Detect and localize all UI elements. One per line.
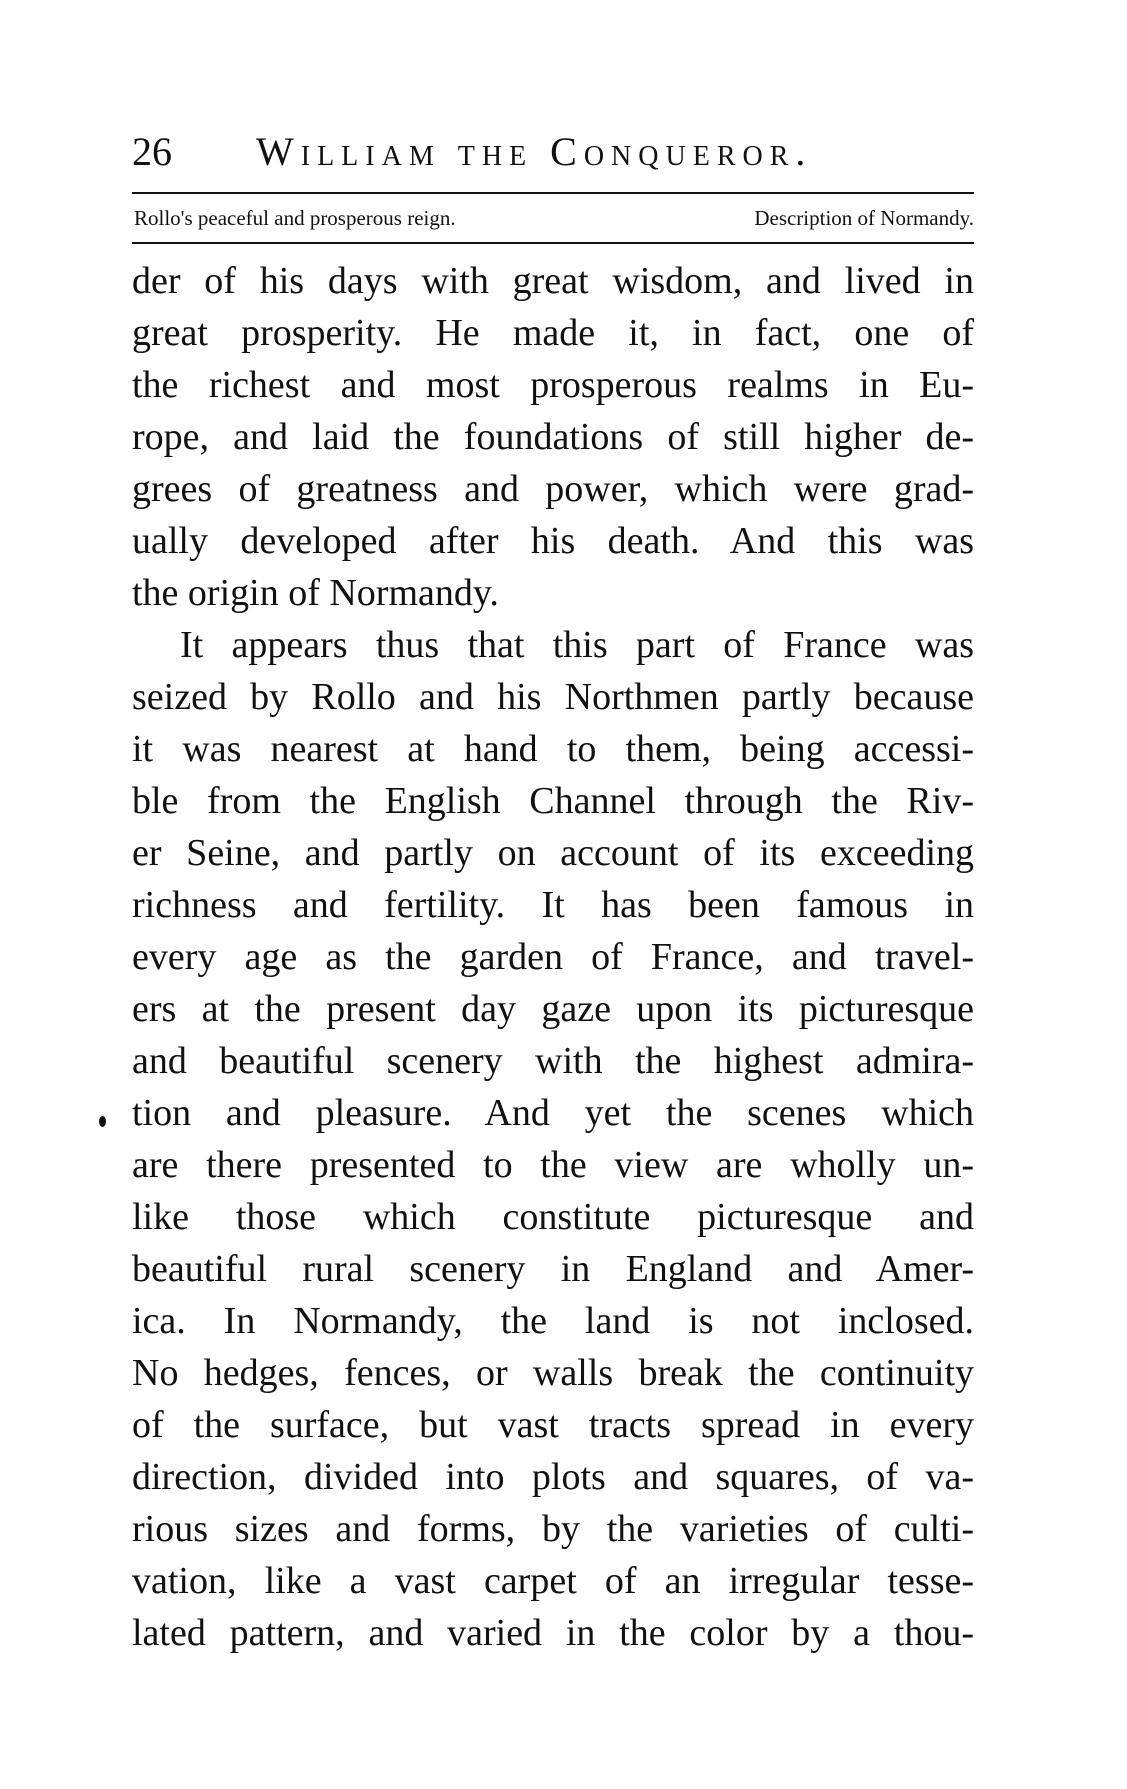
side-heading-right: Description of Normandy. <box>754 206 974 230</box>
text-line: great prosperity. He made it, in fact, one of <box>132 312 974 354</box>
text-line: ica. In Normandy, the land is not inclosed. <box>132 1300 974 1342</box>
text-line: of the surface, but vast tracts spread in every <box>132 1404 974 1446</box>
side-heading-left: Rollo's peaceful and prosperous reign. <box>134 206 456 230</box>
text-line: ers at the present day gaze upon its picturesque <box>132 988 974 1030</box>
text-line: seized by Rollo and his Northmen partly because <box>132 676 974 718</box>
text-line: rious sizes and forms, by the varieties of culti- <box>132 1508 974 1550</box>
text-line: every age as the garden of France, and travel- <box>132 936 974 978</box>
text-line: der of his days with great wisdom, and lived in <box>132 260 974 302</box>
text-line: direction, divided into plots and squares, of va- <box>132 1456 974 1498</box>
text-line: are there presented to the view are wholly un- <box>132 1144 974 1186</box>
text-line: ble from the English Channel through the Riv- <box>132 780 974 822</box>
text-line: ually developed after his death. And this was <box>132 520 974 562</box>
margin-ink-dot <box>99 1116 106 1127</box>
text-line: richness and fertility. It has been famous in <box>132 884 974 926</box>
running-head <box>132 122 974 182</box>
text-line: grees of greatness and power, which were grad- <box>132 468 974 510</box>
text-line: the richest and most prosperous realms in Eu- <box>132 364 974 406</box>
page-number: 26 <box>132 129 172 174</box>
header-rule-top <box>132 192 974 194</box>
text-line: er Seine, and partly on account of its exceeding <box>132 832 974 874</box>
text-line: tion and pleasure. And yet the scenes which <box>132 1092 974 1134</box>
text-line: vation, like a vast carpet of an irregular tesse- <box>132 1560 974 1602</box>
paragraph-start-line: It appears thus that this part of France was <box>180 624 974 666</box>
text-line: No hedges, fences, or walls break the continuity <box>132 1352 974 1394</box>
paragraph-end-line: the origin of Normandy. <box>132 572 499 614</box>
body-text <box>132 255 974 1659</box>
text-line: and beautiful scenery with the highest admira- <box>132 1040 974 1082</box>
text-line: beautiful rural scenery in England and Amer- <box>132 1248 974 1290</box>
text-line: it was nearest at hand to them, being accessi- <box>132 728 974 770</box>
text-line: lated pattern, and varied in the color by a thou- <box>132 1612 974 1654</box>
text-line: like those which constitute picturesque and <box>132 1196 974 1238</box>
text-line: rope, and laid the foundations of still higher de- <box>132 416 974 458</box>
header-rule-bottom <box>132 242 974 244</box>
book-title: William the Conqueror. <box>256 129 813 174</box>
